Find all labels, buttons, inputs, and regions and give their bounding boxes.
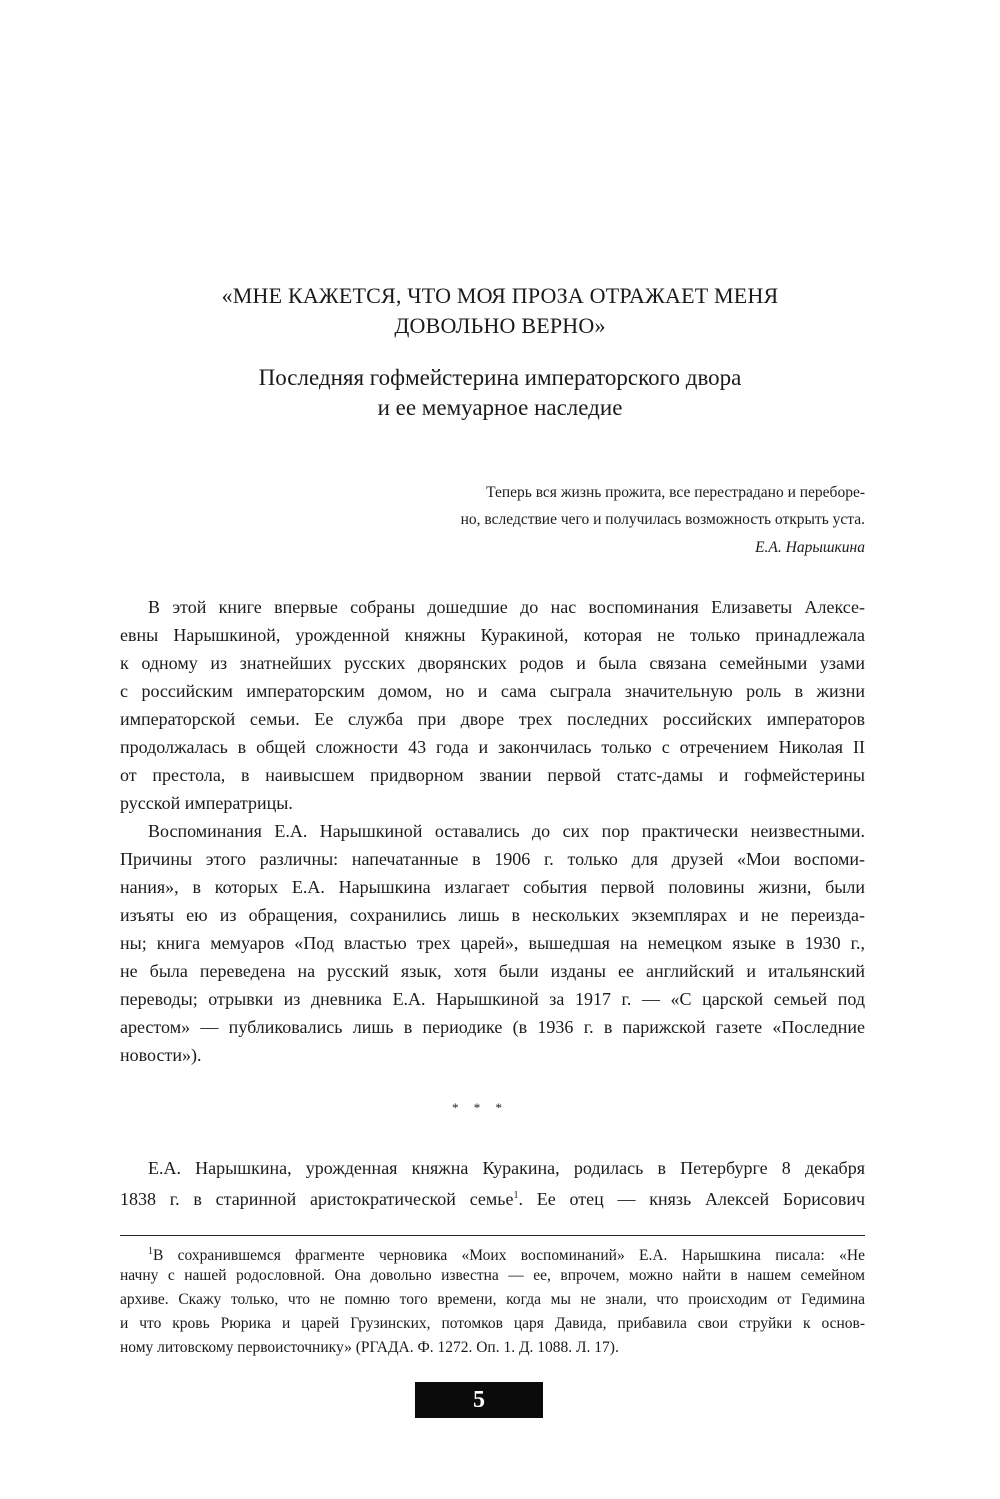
text-fragment: 1838 г. в старинной аристократической семье: [120, 1189, 514, 1209]
page-number: 5: [415, 1382, 543, 1418]
paragraph-1: [120, 593, 865, 817]
text-line: русской императрицы.: [120, 793, 293, 813]
section-separator: * * *: [452, 1100, 508, 1115]
chapter-subtitle-line-1: Последняя гофмейстерина императорского двора: [258, 365, 742, 390]
text-line: ны; книга мемуаров «Под властью трех царей», вышедшая на немецком языке в 1930 г.,: [120, 933, 865, 953]
text-line: Воспоминания Е.А. Нарышкиной оставались до сих пор практически неизвестными.: [148, 821, 865, 841]
footnote-line: ному литовскому первоисточнику» (РГАДА. Ф. 1272. Оп. 1. Д. 1088. Л. 17).: [120, 1339, 619, 1356]
text-line: нания», в которых Е.А. Нарышкина излагает события первой половины жизни, были: [120, 877, 865, 897]
text-line: арестом» — публиковались лишь в периодике (в 1936 г. в парижской газете «Последние: [120, 1017, 865, 1037]
text-line: евны Нарышкиной, урожденной княжны Куракиной, которая не только принадлежала: [120, 625, 865, 645]
footnote-line: [120, 1240, 865, 1264]
footnote-line: архиве. Скажу только, что не помню того времени, когда мы не знали, что происходим от Гедимина: [120, 1291, 865, 1308]
footnote-line: и что кровь Рюрика и царей Грузинских, потомков царя Давида, прибавила свои струйки к основ-: [120, 1315, 865, 1332]
footnote-line: начну с нашей родословной. Она довольно известна — ее, впрочем, можно найти в нашем семейном: [120, 1267, 865, 1284]
chapter-title-line-1: «МНЕ КАЖЕТСЯ, ЧТО МОЯ ПРОЗА ОТРАЖАЕТ МЕНЯ: [221, 283, 779, 308]
text-line: императорской семьи. Ее служба при дворе трех последних российских императоров: [120, 709, 865, 729]
epigraph-line-2: но, вследствие чего и получилась возможность открыть уста.: [460, 511, 865, 528]
chapter-title-line-2: ДОВОЛЬНО ВЕРНО»: [394, 313, 606, 338]
epigraph-author: Е.А. Нарышкина: [755, 539, 865, 556]
paragraph-3: [120, 1154, 865, 1210]
text-line: В этой книге впервые собраны дошедшие до нас воспоминания Елизаветы Алексе-: [148, 597, 865, 617]
text-line: продолжалась в общей сложности 43 года и закончилась только с отречением Николая II: [120, 737, 865, 757]
text-line: Е.А. Нарышкина, урожденная княжна Куракина, родилась в Петербурге 8 декабря: [148, 1158, 865, 1178]
footnote-reference[interactable]: 1: [513, 1190, 519, 1201]
footnote: [120, 1240, 865, 1360]
text-line: к одному из знатнейших русских дворянских родов и была связана семейными узами: [120, 653, 865, 673]
text-line: Причины этого различны: напечатанные в 1906 г. только для друзей «Мои воспоми-: [120, 849, 865, 869]
text-line: не была переведена на русский язык, хотя были изданы ее английский и итальянский: [120, 961, 865, 981]
footnote-marker: 1: [148, 1246, 153, 1257]
text-line: с российским императорским домом, но и сама сыграла значительную роль в жизни: [120, 681, 865, 701]
text-line: переводы; отрывки из дневника Е.А. Нарышкиной за 1917 г. — «С царской семьей под: [120, 989, 865, 1009]
footnote-divider: [120, 1235, 865, 1236]
chapter-subtitle-line-2: и ее мемуарное наследие: [377, 395, 623, 420]
text-fragment: . Ее отец — князь Алексей Борисович: [518, 1189, 866, 1209]
footnote-text: В сохранившемся фрагменте черновика «Моих воспоминаний» Е.А. Нарышкина писала: «Не: [153, 1247, 865, 1265]
text-line: новости»).: [120, 1045, 202, 1065]
text-line: изъяты ею из обращения, сохранились лишь в нескольких экземплярах и не переизда-: [120, 905, 865, 925]
paragraph-2: [120, 817, 865, 1069]
epigraph-line-1: Теперь вся жизнь прожита, все перестрадано и переборе-: [486, 484, 865, 501]
text-line: [120, 1182, 865, 1210]
text-line: от престола, в наивысшем придворном звании первой статс-дамы и гофмейстерины: [120, 765, 865, 785]
